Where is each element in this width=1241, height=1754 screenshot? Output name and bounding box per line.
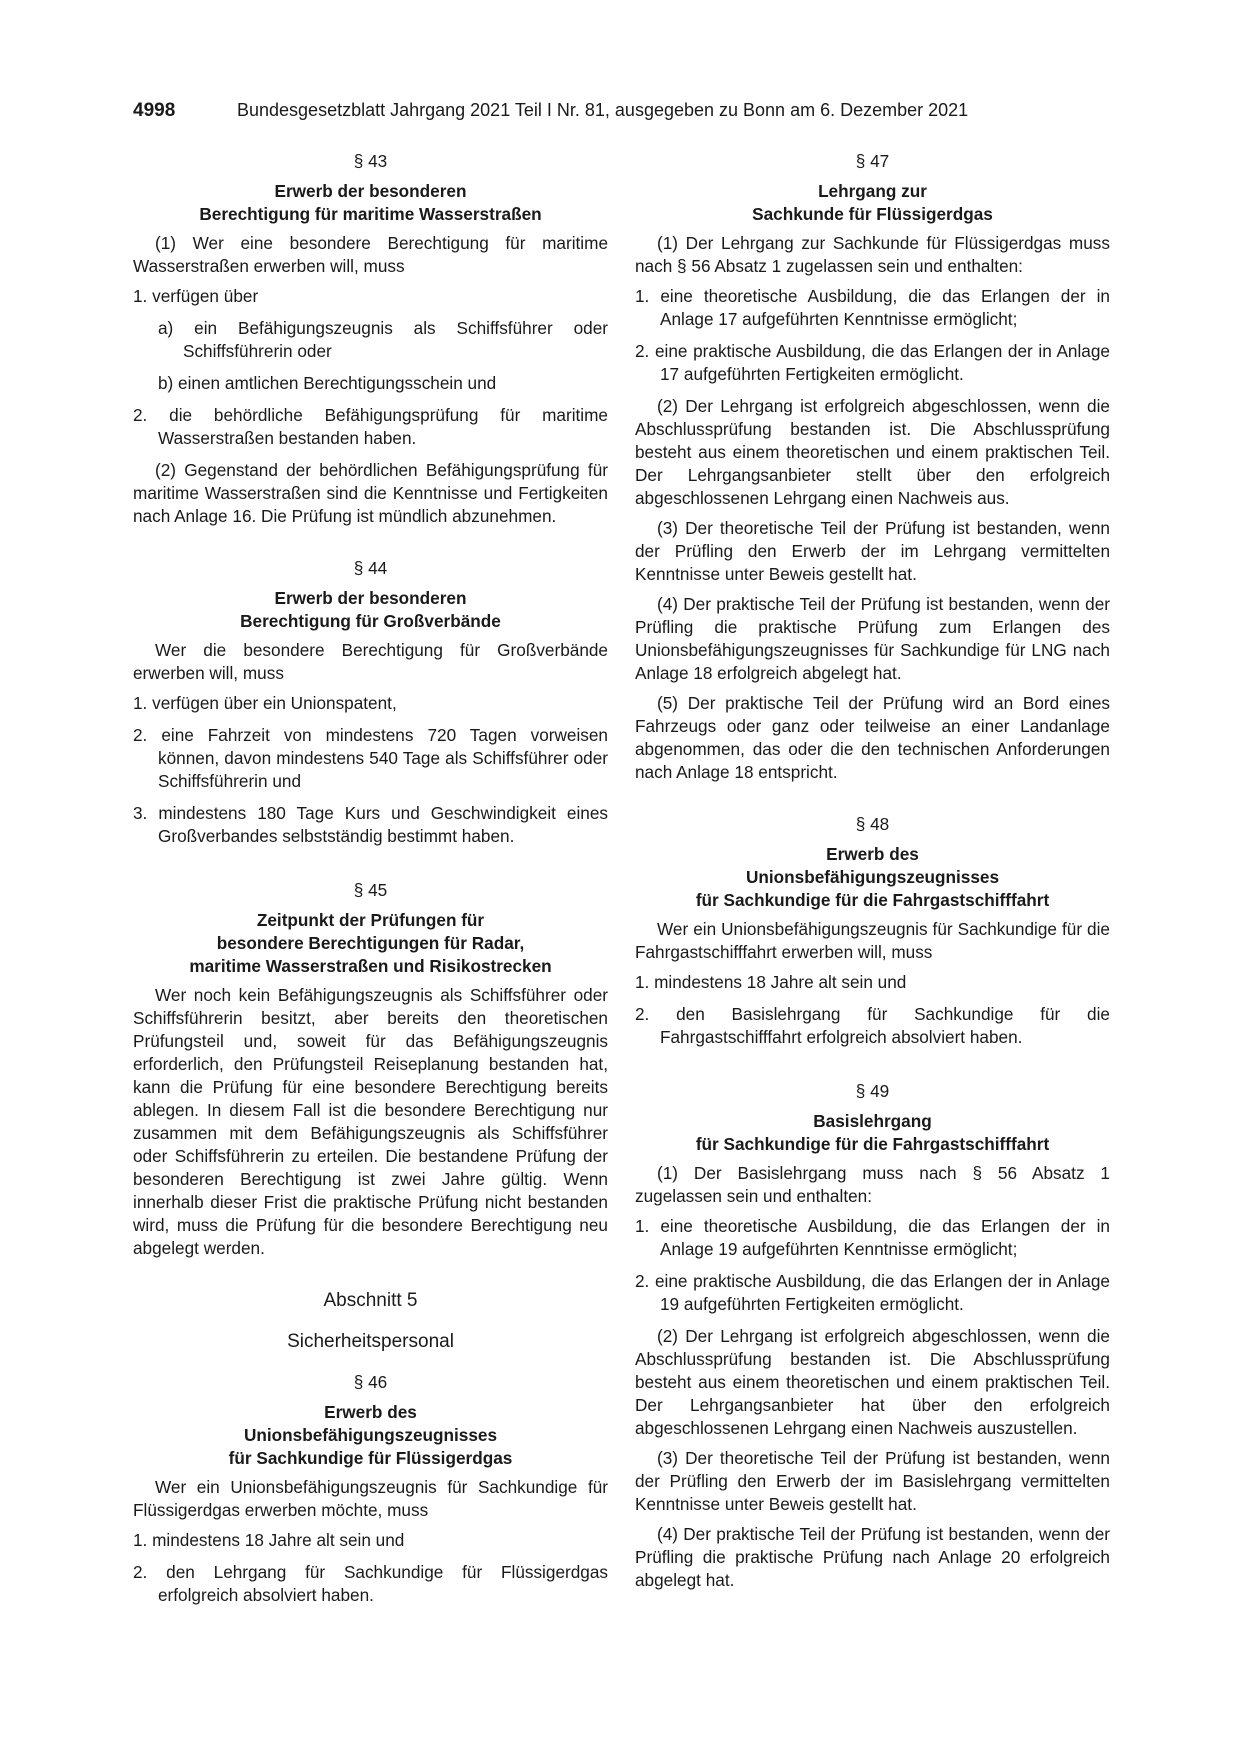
heading-line: Erwerb der besonderen [274, 588, 467, 608]
section-number: § 44 [353, 558, 388, 578]
paragraph: (5) Der praktische Teil der Prüfung wird an Bord eines Fahrzeugs oder ganz oder teilweise an einer Landanlage abgenommen, das oder die den technischen Anforderungen nach Anlage 18 entspricht. [635, 693, 1110, 782]
list-item: 2. eine praktische Ausbildung, die das Erlangen der in Anlage 19 aufgeführten Fertigkeiten ermöglicht. [635, 1271, 1110, 1314]
heading-line: Berechtigung für Großverbände [240, 611, 501, 631]
list-item: 2. eine Fahrzeit von mindestens 720 Tagen vorweisen können, davon mindestens 540 Tage als Schiffsführer oder Schiffsführerin und [133, 725, 608, 791]
page-header [133, 100, 1013, 126]
sub-list-item: a) ein Befähigungszeugnis als Schiffsführer oder Schiffsführerin oder [158, 318, 608, 361]
list-item: 1. mindestens 18 Jahre alt sein und [635, 972, 907, 992]
section-45 [133, 879, 608, 1260]
heading-line: Berechtigung für maritime Wasserstraßen [199, 204, 542, 224]
heading-line: für Sachkundige für die Fahrgastschifffahrt [695, 1134, 1050, 1154]
section-heading [635, 180, 1110, 226]
paragraph: (1) Der Basislehrgang muss nach § 56 Absatz 1 zugelassen sein und enthalten: [635, 1163, 1110, 1206]
section-44 [133, 557, 608, 848]
section-43 [133, 150, 608, 528]
heading-line: Zeitpunkt der Prüfungen für [256, 910, 485, 930]
paragraph: (3) Der theoretische Teil der Prüfung ist bestanden, wenn der Prüfling den Erwerb der im Lehrgang vermittelten Kenntnisse unter Beweis gestellt hat. [635, 518, 1110, 584]
right-column [635, 150, 1110, 1599]
paragraph: (1) Der Lehrgang zur Sachkunde für Flüssigerdgas muss nach § 56 Absatz 1 zugelassen sein und enthalten: [635, 233, 1110, 276]
paragraph: Wer ein Unionsbefähigungszeugnis für Sachkundige für die Fahrgastschifffahrt erwerben will, muss [635, 919, 1110, 962]
paragraph: Wer ein Unionsbefähigungszeugnis für Sachkundige für Flüssigerdgas erwerben möchte, muss [133, 1477, 608, 1520]
heading-line: Erwerb des [324, 1402, 417, 1422]
heading-line: besondere Berechtigungen für Radar, [216, 933, 525, 953]
list-item: 1. eine theoretische Ausbildung, die das Erlangen der in Anlage 19 aufgeführten Kenntnisse ermöglicht; [635, 1216, 1110, 1259]
sub-list-item: b) einen amtlichen Berechtigungsschein und [158, 373, 497, 393]
paragraph: Wer noch kein Befähigungszeugnis als Schiffsführer oder Schiffsführerin besitzt, aber bereits den theoretischen Prüfungsteil und, soweit für das Befähigungszeugnis erforderlich, den Prüfungsteil Reiseplanung bestanden hat, kann die Prüfung für eine besondere Berechtigung bereits ablegen. In diesem Fall ist die besondere Berechtigung nur zusammen mit dem Befähigungszeugnis als Schiffsführer oder Schiffsführerin zu erteilen. Die bestandene Prüfung der besonderen Berechtigung ist zwei Jahre gültig. Wenn innerhalb dieser Frist die praktische Prüfung nicht bestanden wird, muss die Prüfung für die besondere Berechtigung neu abgelegt werden. [133, 985, 608, 1258]
abschnitt-5 [133, 1289, 608, 1353]
section-heading [635, 843, 1110, 912]
paragraph: (4) Der praktische Teil der Prüfung ist bestanden, wenn der Prüfling die praktische Prüfung nach Anlage 20 erfolgreich abgelegt hat. [635, 1524, 1110, 1590]
paragraph: (4) Der praktische Teil der Prüfung ist bestanden, wenn der Prüfling die praktische Prüfung zum Erlangen des Unionsbefähigungszeugnisses für Sachkundige für LNG nach Anlage 18 erfolgreich abgelegt hat. [635, 594, 1110, 683]
section-46 [133, 1371, 608, 1607]
section-number: § 45 [353, 880, 388, 900]
list-item: 1. mindestens 18 Jahre alt sein und [133, 1530, 405, 1550]
section-49 [635, 1080, 1110, 1592]
list-item: 1. verfügen über [133, 286, 259, 306]
paragraph: (1) Wer eine besondere Berechtigung für maritime Wasserstraßen erwerben will, muss [133, 233, 608, 276]
paragraph: Wer die besondere Berechtigung für Großverbände erwerben will, muss [133, 640, 608, 683]
heading-line: für Sachkundige für die Fahrgastschifffahrt [695, 890, 1050, 910]
section-number: § 47 [855, 151, 890, 171]
section-heading [133, 180, 608, 226]
heading-line: Erwerb der besonderen [274, 181, 467, 201]
heading-line: Unionsbefähigungszeugnisses [745, 867, 1000, 887]
section-number: § 46 [353, 1372, 388, 1392]
paragraph: (2) Gegenstand der behördlichen Befähigungsprüfung für maritime Wasserstraßen sind die Kenntnisse und Fertigkeiten nach Anlage 16. Die Prüfung ist mündlich abzunehmen. [133, 460, 608, 526]
section-48 [635, 813, 1110, 1049]
paragraph: (2) Der Lehrgang ist erfolgreich abgeschlossen, wenn die Abschlussprüfung bestanden ist. Die Abschlussprüfung besteht aus einem theoretischen und einem praktischen Teil. Der Lehrgangsanbieter stellt über den erfolgreich abgeschlossenen Lehrgang einen Nachweis aus. [635, 396, 1110, 508]
page-number: 4998 [133, 100, 176, 121]
chapter-title: Abschnitt 5 [323, 1290, 418, 1311]
section-number: § 49 [855, 1081, 890, 1101]
list-item: 1. verfügen über ein Unionspatent, [133, 693, 397, 713]
list-item: 1. eine theoretische Ausbildung, die das Erlangen der in Anlage 17 aufgeführten Kenntnisse ermöglicht; [635, 286, 1110, 329]
section-47 [635, 150, 1110, 784]
heading-line: Sachkunde für Flüssigerdgas [752, 204, 993, 224]
list-item: 2. eine praktische Ausbildung, die das Erlangen der in Anlage 17 aufgeführten Fertigkeiten ermöglicht. [635, 341, 1110, 384]
list-item: 2. den Basislehrgang für Sachkundige für die Fahrgastschifffahrt erfolgreich absolviert haben. [635, 1004, 1110, 1047]
section-heading [133, 909, 608, 978]
heading-line: Erwerb des [826, 844, 919, 864]
list-item: 3. mindestens 180 Tage Kurs und Geschwindigkeit eines Großverbandes selbstständig bestimmt haben. [133, 803, 608, 846]
section-heading [133, 1401, 608, 1470]
chapter-subtitle: Sicherheitspersonal [287, 1331, 454, 1352]
gazette-title: Bundesgesetzblatt Jahrgang 2021 Teil I Nr. 81, ausgegeben zu Bonn am 6. Dezember 2021 [237, 100, 969, 120]
list-item: 2. die behördliche Befähigungsprüfung für maritime Wasserstraßen bestanden haben. [133, 405, 608, 448]
section-number: § 48 [855, 814, 890, 834]
paragraph: (3) Der theoretische Teil der Prüfung ist bestanden, wenn der Prüfling den Erwerb der im Basislehrgang vermittelten Kenntnisse unter Beweis gestellt hat. [635, 1448, 1110, 1514]
left-column [133, 150, 608, 1616]
section-heading [133, 587, 608, 633]
heading-line: für Sachkundige für Flüssigerdgas [228, 1448, 513, 1468]
heading-line: maritime Wasserstraßen und Risikostrecken [189, 956, 552, 976]
paragraph: (2) Der Lehrgang ist erfolgreich abgeschlossen, wenn die Abschlussprüfung bestanden ist. Die Abschlussprüfung besteht aus einem theoretischen und einem praktischen Teil. Der Lehrgangsanbieter hat über den erfolgreich abgeschlossenen Lehrgang einen Nachweis auszustellen. [635, 1326, 1110, 1438]
heading-line: Unionsbefähigungszeugnisses [243, 1425, 498, 1445]
section-number: § 43 [353, 151, 388, 171]
section-heading [635, 1110, 1110, 1156]
list-item: 2. den Lehrgang für Sachkundige für Flüssigerdgas erfolgreich absolviert haben. [133, 1562, 608, 1605]
heading-line: Basislehrgang [813, 1111, 932, 1131]
heading-line: Lehrgang zur [818, 181, 927, 201]
